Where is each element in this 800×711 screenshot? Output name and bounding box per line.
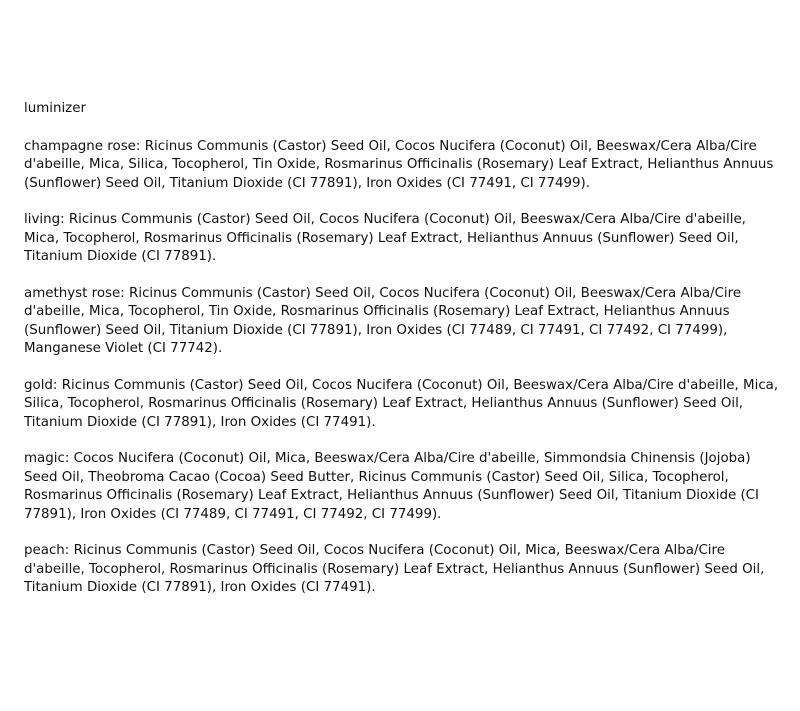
ingredient-entry-magic <box>24 450 780 524</box>
ingredient-entry-amethyst-rose <box>24 285 780 359</box>
ingredient-list: Ricinus Communis (Castor) Seed Oil, Cocos Nucifera (Coconut) Oil, Beeswax/Cera Alba/Cire d'abeille, Mica, Silica, Tocopherol, Tin Oxide, Rosmarinus Officinalis (Rosemary) Leaf Extract, Helianthus Annuus (Sunflower) Seed Oil, Titanium Dioxide (CI 77891), Iron Oxides (CI 77491, CI 77499). <box>24 138 774 191</box>
ingredient-list: Cocos Nucifera (Coconut) Oil, Mica, Beeswax/Cera Alba/Cire d'abeille, Simmondsia Chinensis (Jojoba) Seed Oil, Theobroma Cacao (Cocoa) Seed Butter, Ricinus Communis (Castor) Seed Oil, Silica, Tocopherol, Rosmarinus Officinalis (Rosemary) Leaf Extract, Helianthus Annuus (Sunflower) Seed Oil, Titanium Dioxide (CI 77891), Iron Oxides (CI 77489, CI 77491, CI 77492, CI 77499). <box>24 451 759 522</box>
shade-name: peach : <box>24 543 74 558</box>
ingredient-entry-living <box>24 211 780 267</box>
shade-name: champagne rose : <box>24 139 145 154</box>
ingredient-entry-peach <box>24 542 780 598</box>
ingredient-list: Ricinus Communis (Castor) Seed Oil, Cocos Nucifera (Coconut) Oil, Mica, Beeswax/Cera Alba/Cire d'abeille, Tocopherol, Rosmarinus Officinalis (Rosemary) Leaf Extract, Helianthus Annuus (Sunflower) Seed Oil, Titanium Dioxide (CI 77891), Iron Oxides (CI 77491). <box>24 543 765 595</box>
ingredient-list: Ricinus Communis (Castor) Seed Oil, Cocos Nucifera (Coconut) Oil, Beeswax/Cera Alba/Cire d'abeille, Mica, Tocopherol, Rosmarinus Officinalis (Rosemary) Leaf Extract, Helianthus Annuus (Sunflower) Seed Oil, Titanium Dioxide (CI 77891). <box>24 212 746 264</box>
ingredient-list: Ricinus Communis (Castor) Seed Oil, Cocos Nucifera (Coconut) Oil, Beeswax/Cera Alba/Cire d'abeille, Mica, Tocopherol, Tin Oxide, Rosmarinus Officinalis (Rosemary) Leaf Extract, Helianthus Annuus (Sunflower) Seed Oil, Titanium Dioxide (CI 77891), Iron Oxides (CI 77489, CI 77491, CI 77492, CI 77499), Manganese Violet (CI 77742). <box>24 285 742 356</box>
ingredients-document <box>24 100 780 616</box>
ingredient-entry-gold <box>24 377 780 433</box>
shade-name: magic : <box>24 451 74 466</box>
shade-name: amethyst rose : <box>24 286 129 301</box>
shade-name: gold : <box>24 378 62 393</box>
shade-name: living : <box>24 212 69 227</box>
ingredient-entry-champagne-rose <box>24 138 780 194</box>
ingredient-list: Ricinus Communis (Castor) Seed Oil, Cocos Nucifera (Coconut) Oil, Beeswax/Cera Alba/Cire d'abeille, Mica, Silica, Tocopherol, Rosmarinus Officinalis (Rosemary) Leaf Extract, Helianthus Annuus (Sunflower) Seed Oil, Titanium Dioxide (CI 77891), Iron Oxides (CI 77491). <box>24 377 779 430</box>
document-heading: luminizer <box>24 101 86 116</box>
